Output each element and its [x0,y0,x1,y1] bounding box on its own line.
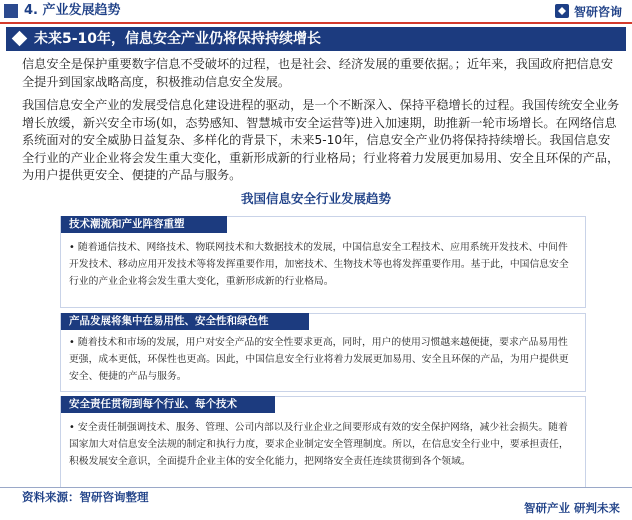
footer-divider [0,487,632,488]
brand-logo-text: 智研咨询 [573,4,622,19]
brand-logo-icon [554,3,570,19]
panel-tag: 技术潮流和产业阵容重塑 [61,216,227,233]
diamond-icon [12,31,28,47]
panel-tag: 产品发展将集中在易用性、安全性和绿色性 [61,313,309,330]
panel-body: • 随着技术和市场的发展，用户对安全产品的安全性要求更高，同时，用户的使用习惯越来越便捷，要求产品易用性更强，成本更低，环保性也更高。因此，中国信息安全行业将着力发展更加易用、安全且环保的产品，为用户提供更安全、便捷的产品与服务。 [69,337,569,382]
source-note: 资料来源：智研咨询整理 [22,490,149,504]
trend-panel-products [60,313,586,392]
header-divider [0,22,632,24]
brand-slogan: 智研产业 研判未来 [523,501,620,515]
brand-logo [554,1,622,21]
trend-panel-responsibility [60,396,586,488]
page-heading: 未来5-10年，信息安全产业仍将保持持续增长 [34,31,322,47]
heading-bar [6,27,626,51]
panel-body: • 安全责任制强调技术、服务、管理、公司内部以及行业企业之间要形成有效的安全保护网络，减少社会损失。随着国家加大对信息安全法规的制定和执行力度，要求企业制定安全管理制度。所以，在信息安全行业中，要承担责任，积极发展安全意识，全面提升企业主体的安全化能力，把网络安全责任连续贯彻到各个领域。 [69,422,569,467]
trend-title: 我国信息安全行业发展趋势 [240,191,391,206]
trend-panel-technology [60,216,586,308]
top-bar [0,0,632,22]
section-marker-icon [4,4,18,18]
paragraph-intro: 信息安全是保护重要数字信息不受破坏的过程，也是社会、经济发展的重要依据。；近年来，我国政府把信息安全提升到国家战略高度，积极推动信息安全发展。 [22,57,614,89]
panel-tag: 安全责任贯彻到每个行业、每个技术 [61,396,275,413]
paragraph-detail: 我国信息安全产业的发展受信息化建设进程的驱动，是一个不断深入、保持平稳增长的过程。我国传统安全业务增长放缓，新兴安全市场(如，态势感知、智慧城市安全运营等)进入加速期，助推新一轮市场增长。在网络信息系统面对的安全威胁日益复杂、多样化的背景下，未来5-10年，信息安全产业仍将保持持续增长。我国信息安全行业的产业企业将会发生重大变化，重新形成新的行业格局；行业将着力发展更加易用、安全且环保的产品，为用户提供更安全、便捷的产品与服务。 [22,98,620,182]
section-title: 4. 产业发展趋势 [24,3,121,18]
panel-body: • 随着通信技术、网络技术、物联网技术和大数据技术的发展，中国信息安全工程技术、应用系统开发技术、中间件开发技术、移动应用开发技术等将发挥重要作用，加密技术、生物技术等也将发挥重要作用。基于此，中国信息安全行业的产业企业将会发生重大变化，重新形成新的行业格局。 [69,242,569,287]
